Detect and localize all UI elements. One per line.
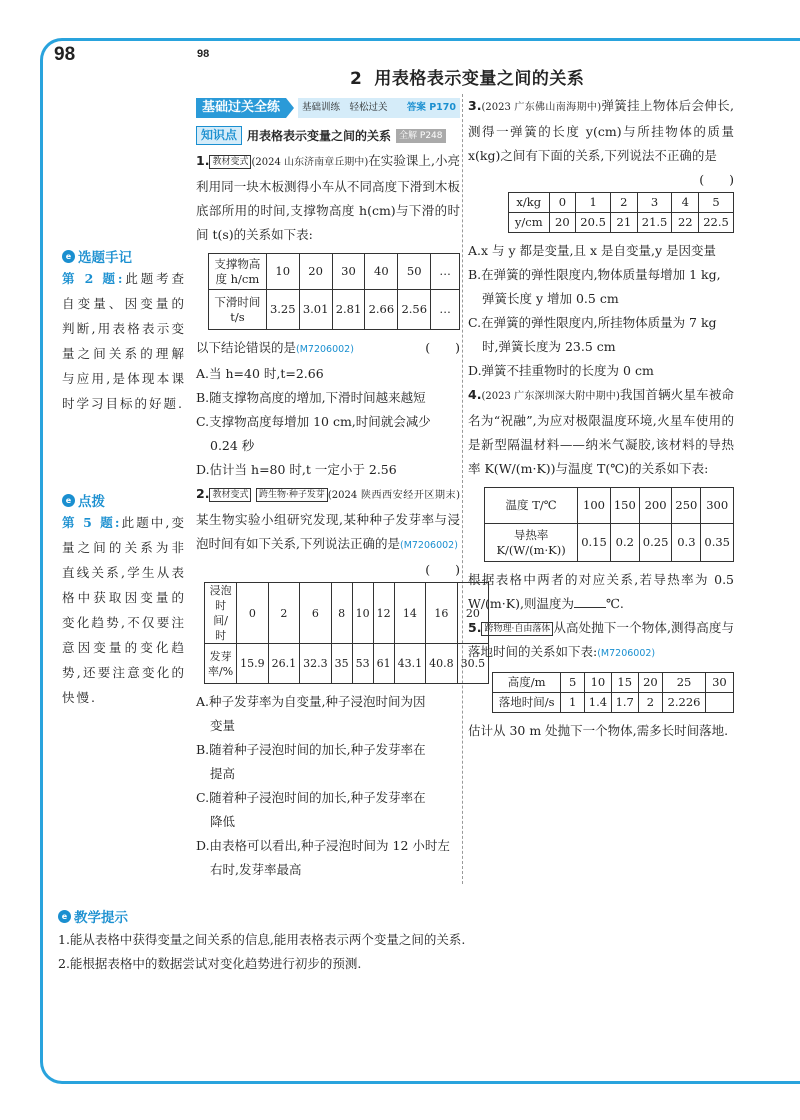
question-1: 1. 教材变式 (2024 山东济南章丘期中)在实验课上,小亮利用同一块木板测得小车从不同高度下滑到木板底部所用的时间,支撑物高度 h(cm)与下滑的时间 t(s)的关系如下表: 支撑物高度 h/cm 10 20 30 40 50 … 下滑时间 t/s 3.25 3.01 2.81 2.66 2.56 … 以下结论错误的是(M7206002) ( ) A.当 h=40 时,t=2.66 B.随支撑物高度的增加,下滑时间越来越短 C.支撑物高度每增加 10 cm,时间就会减少 0.24 秒 D.估计当 h=80 时,t 一定小于 2.56 (196, 153, 460, 477)
banner-title: 基础过关全练 (196, 98, 286, 118)
tip-item: 1.能从表格中获得变量之间关系的信息,能用表格表示两个变量之间的关系. (58, 932, 466, 947)
sidebar-note-2 (62, 490, 186, 710)
question-tag: 教材变式 (209, 155, 251, 169)
data-table: 浸泡时间/时 0 2 6 8 10 12 14 16 20 发芽率/% 15.9 26.1 32.3 35 53 61 43.1 40.8 30.5 (204, 582, 489, 684)
question-2: 2. 教材变式 跨生物·种子发芽 (2024 陕西西安经开区期末)某生物实验小组研究发现,某种种子发芽率与浸泡时间有如下关系,下列说法正确的是(M7206002) ( ) 浸泡时间/时 0 2 6 8 10 12 14 16 20 发芽率/% 15.9 26.1 32.3 35 53 61 43.1 40.8 30.5 A.种子发芽率为自变量,种子浸泡时间为因 变量 B.随着种子浸泡时间的加长,种子发芽率在 提高 C.随着种子浸泡时间的加长,种子发芽率在 降低 D.由表格可以看出,种子浸泡时间为 12 小时左 右时,发芽率最高 (196, 482, 460, 882)
page-number: 98 (54, 44, 76, 65)
column-divider (462, 94, 463, 884)
answer-blank[interactable] (574, 595, 606, 608)
section-title (350, 64, 584, 89)
kp-badge: 全解 P248 (396, 129, 445, 143)
data-table: 高度/m 5 10 15 20 25 30 落地时间/s 1 1.4 1.7 2 2.226 (492, 672, 734, 713)
note-body: 第 2 题:此题考查自变量、因变量的判断,用表格表示变量之间关系的理解与应用,是体现本课时学习目标的好题. (62, 271, 186, 411)
circle-e-icon: e (62, 250, 75, 263)
banner-sub: 基础训练 轻松过关 答案 P170 (298, 98, 460, 118)
question-3: 3.(2023 广东佛山南海期中)弹簧挂上物体后会伸长,测得一弹簧的长度 y(cm)与所挂物体的质量 x(kg)之间有下面的关系,下列说法不正确的是 ( ) x/kg 0 1 2 3 4 5 y/cm 20 20.5 21 21.5 22 22.5 A.x 与 y 都是变量,且 x 是自变量,y 是因变量 B.在弹簧的弹性限度内,物体质量每增加 1 kg, 弹簧长度 y 增加 0.5 cm C.在弹簧的弹性限度内,所挂物体质量为 7 kg 时,弹簧长度为 23.5 cm D.弹簧不挂重物时的长度为 0 cm (468, 98, 734, 378)
kp-tag: 知识点 (196, 126, 242, 145)
left-column (196, 98, 486, 882)
data-table: x/kg 0 1 2 3 4 5 y/cm 20 20.5 21 21.5 22 22.5 (508, 192, 734, 233)
note-heading: e 点拨 (62, 490, 186, 510)
data-table: 温度 T/℃ 100 150 200 250 300 导热率 K/(W/(m·K)) 0.15 0.2 0.25 0.3 0.35 (484, 487, 734, 562)
tips-heading: e 教学提示 (58, 906, 778, 926)
tip-item: 2.能根据表格中的数据尝试对变化趋势进行初步的预测. (58, 956, 362, 971)
knowledge-point (196, 126, 460, 145)
section-banner (196, 98, 460, 118)
question-5: 5. 跨物理·自由落体 从高处抛下一个物体,测得高度与落地时间的关系如下表:(M7206002) 高度/m 5 10 15 20 25 30 落地时间/s 1 1.4 1.7 2 2.226 估计从 30 m 处抛下一个物体,需多长时间落地. (468, 620, 734, 738)
banner-arrow-icon (286, 98, 294, 118)
question-tag: 跨生物·种子发芽 (256, 488, 328, 502)
question-4: 4.(2023 广东深圳深大附中期中)我国首辆火星车被命名为“祝融”,为应对极限温度环境,火星车使用的是新型隔温材料——纳米气凝胶,该材料的导热率 K(W/(m·K))与温度 T(℃)的关系如下表: 温度 T/℃ 100 150 200 250 300 导热率 K/(W/(m·K)) 0.15 0.2 0.25 0.3 0.35 根据表格中两者的对应关系,若导热率为 0.5 W/(m·K),则温度为 ℃. (468, 387, 734, 611)
question-tag: 教材变式 (209, 488, 251, 502)
teaching-tips (58, 906, 778, 976)
sidebar-note-1 (62, 246, 186, 416)
section-number: 2 (350, 69, 363, 89)
kp-title: 用表格表示变量之间的关系 (247, 129, 392, 143)
question-tag: 跨物理·自由落体 (481, 622, 553, 636)
right-column (468, 94, 734, 743)
answer-ref: 答案 P170 (406, 102, 456, 113)
page-number-small: 98 (197, 48, 210, 60)
circle-e-icon: e (58, 910, 71, 923)
data-table: 支撑物高度 h/cm 10 20 30 40 50 … 下滑时间 t/s 3.25 3.01 2.81 2.66 2.56 … (208, 253, 460, 330)
note-body: 第 5 题:此题中,变量之间的关系为非直线关系,学生从表格中获取因变量的变化趋势,不仅要注意因变量的变化趋势,还要注意变化的快慢. (62, 515, 186, 705)
circle-e-icon: e (62, 494, 75, 507)
note-heading: e 选题手记 (62, 246, 186, 266)
section-title-text: 用表格表示变量之间的关系 (374, 69, 585, 89)
